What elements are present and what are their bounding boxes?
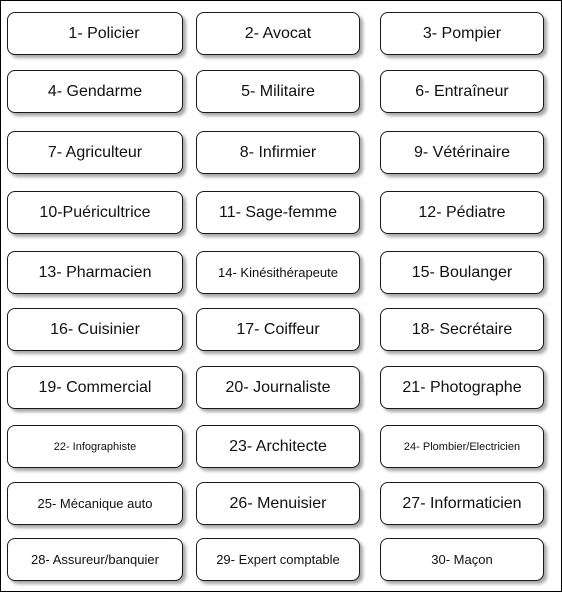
job-card-label: 19- Commercial	[38, 378, 152, 396]
job-card-7	[7, 131, 183, 174]
job-card-label: 3- Pompier	[422, 24, 502, 42]
job-card-label: 14- Kinésithérapeute	[218, 265, 338, 280]
job-card-24	[380, 425, 544, 468]
job-card-label: 28- Assureur/banquier	[31, 552, 159, 567]
job-card-label: 9- Vétérinaire	[413, 143, 511, 161]
job-card-label: 8- Infirmier	[239, 143, 317, 161]
job-card-2	[196, 12, 360, 55]
job-card-27	[380, 482, 544, 525]
job-card-1	[7, 12, 183, 55]
job-card-label: 10-Puéricultrice	[39, 203, 151, 221]
job-card-label: 27- Informaticien	[402, 494, 522, 512]
job-card-21	[380, 366, 544, 409]
job-card-label: 25- Mécanique auto	[37, 496, 153, 511]
job-card-16	[7, 308, 183, 351]
job-card-label: 22- Infographiste	[53, 440, 137, 453]
job-card-23	[196, 425, 360, 468]
job-card-label: 13- Pharmacien	[38, 263, 152, 281]
job-card-9	[380, 131, 544, 174]
job-card-10	[7, 191, 183, 234]
job-card-8	[196, 131, 360, 174]
job-card-29	[196, 538, 360, 581]
job-card-label: 4- Gendarme	[47, 82, 143, 100]
job-card-19	[7, 366, 183, 409]
job-card-label: 30- Maçon	[431, 552, 493, 567]
job-card-30	[380, 538, 544, 581]
job-card-15	[380, 251, 544, 294]
job-card-13	[7, 251, 183, 294]
job-card-20	[196, 366, 360, 409]
job-card-label: 26- Menuisier	[229, 494, 327, 512]
job-card-label: 17- Coiffeur	[236, 320, 320, 338]
job-card-22	[7, 425, 183, 468]
job-card-label: 11- Sage-femme	[219, 203, 337, 221]
job-card-4	[7, 70, 183, 113]
job-card-25	[7, 482, 183, 525]
job-card-17	[196, 308, 360, 351]
job-card-18	[380, 308, 544, 351]
job-card-26	[196, 482, 360, 525]
job-card-label: 5- Militaire	[241, 82, 315, 100]
job-card-label: 6- Entraîneur	[415, 82, 509, 100]
job-card-label: 29- Expert comptable	[216, 552, 340, 567]
job-card-label: 15- Boulanger	[411, 263, 513, 281]
job-card-5	[196, 70, 360, 113]
job-card-14	[196, 251, 360, 294]
job-card-label: 20- Journaliste	[225, 378, 331, 396]
job-card-12	[380, 191, 544, 234]
job-card-label: 16- Cuisinier	[50, 320, 140, 338]
job-card-label: 2- Avocat	[244, 24, 312, 42]
job-card-3	[380, 12, 544, 55]
job-card-11	[196, 191, 360, 234]
job-card-label: 21- Photographe	[402, 378, 522, 396]
job-card-label: 7- Agriculteur	[47, 143, 143, 161]
job-card-6	[380, 70, 544, 113]
job-card-label: 23- Architecte	[229, 437, 327, 455]
job-card-28	[7, 538, 183, 581]
job-card-label: 12- Pédiatre	[418, 203, 506, 221]
job-card-label: 1- Policier	[68, 24, 140, 42]
job-card-label: 18- Secrétaire	[411, 320, 513, 338]
job-card-label: 24- Plombier/Electricien	[403, 440, 521, 453]
